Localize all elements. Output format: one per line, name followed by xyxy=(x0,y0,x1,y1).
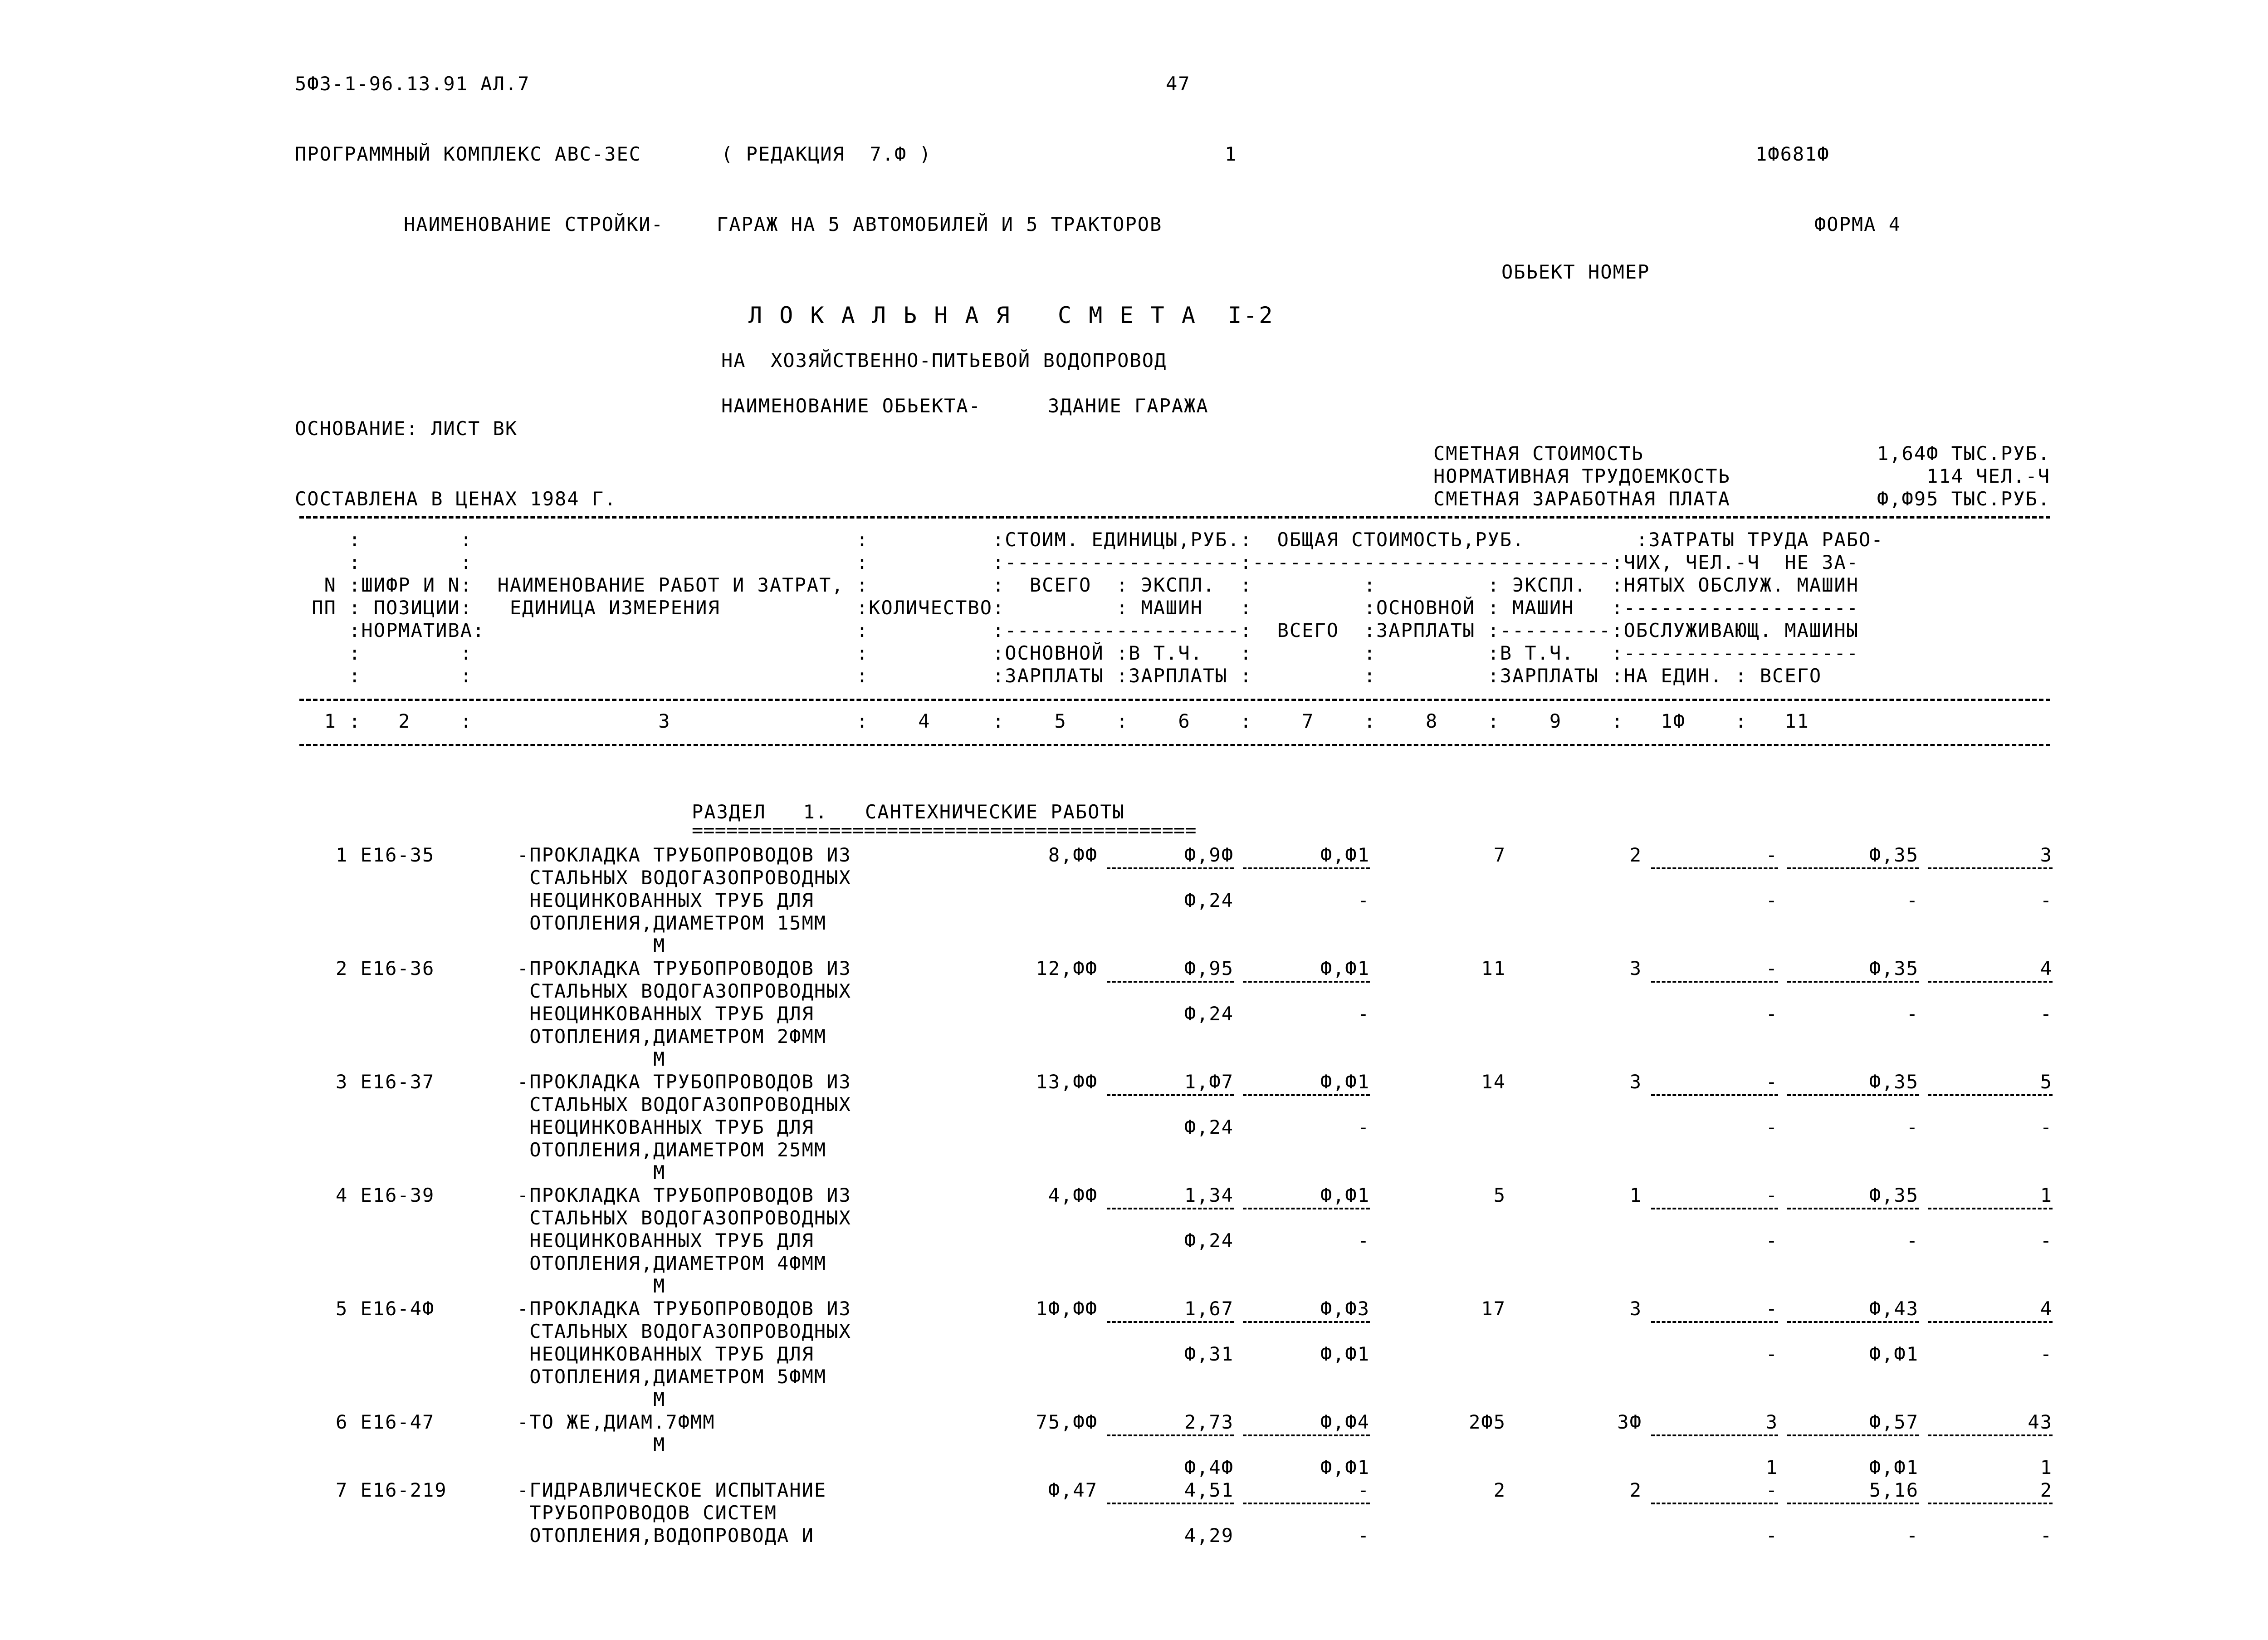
cell-separator xyxy=(1787,867,1919,869)
item-service-labor-unit: - xyxy=(1906,1229,1919,1252)
item-unit-wages: Ф,24 xyxy=(1184,1229,1234,1252)
item-description-line: ОТОПЛЕНИЯ,ВОДОПРОВОДА И xyxy=(517,1524,814,1547)
item-unit-wages: Ф,24 xyxy=(1184,1116,1234,1138)
item-description-line: НЕОЦИНКОВАННЫХ ТРУБ ДЛЯ xyxy=(517,1003,814,1025)
item-description-line: СТАЛЬНЫХ ВОДОГАЗОПРОВОДНЫХ xyxy=(517,867,851,889)
item-total-machines: - xyxy=(1765,1071,1778,1093)
item-unit-total: Ф,95 xyxy=(1184,957,1234,979)
document-title: Л О К А Л Ь Н А Я С М Е Т А I-2 xyxy=(748,302,1275,328)
item-service-labor-unit: Ф,Ф1 xyxy=(1869,1343,1919,1365)
item-code: 6 Е16-47 xyxy=(336,1411,435,1433)
item-unit-machine-wages: Ф,Ф1 xyxy=(1320,1456,1370,1478)
item-description-line: М xyxy=(517,935,666,957)
cell-separator xyxy=(1651,1094,1778,1096)
summary-value-cost: 1,64Ф ТЫС.РУБ. xyxy=(1877,442,2050,465)
item-labor-total: 2 xyxy=(2040,1479,2053,1501)
item-total-machines: - xyxy=(1765,1479,1778,1501)
header-bottom-rule xyxy=(299,744,2050,746)
cell-separator xyxy=(1787,1321,1919,1323)
item-unit-machine-wages: Ф,Ф1 xyxy=(1320,1343,1370,1365)
item-quantity: 8,ФФ xyxy=(1048,844,1098,866)
item-machine-wages: - xyxy=(1765,889,1778,911)
cell-separator xyxy=(1107,1208,1234,1209)
object-label: НАИМЕНОВАНИЕ ОБЬЕКТА- xyxy=(721,395,982,417)
item-labor-unit: Ф,35 xyxy=(1869,1184,1919,1206)
item-total-wages: 2 xyxy=(1629,1479,1642,1501)
item-total-machines: - xyxy=(1765,844,1778,866)
item-code: 2 Е16-36 xyxy=(336,957,435,979)
cell-separator xyxy=(1651,1321,1778,1323)
summary-label-cost: СМЕТНАЯ СТОИМОСТЬ xyxy=(1433,442,1644,465)
item-machine-wages: - xyxy=(1765,1524,1778,1547)
item-service-labor-total: - xyxy=(2040,1116,2053,1138)
item-unit-wages: Ф,4Ф xyxy=(1184,1456,1234,1478)
header-line: :НОРМАТИВА: : :-------------------: ВСЕГО :ЗАРПЛАТЫ :---------:ОБСЛУЖИВАЮЩ. МАШИНЫ xyxy=(299,619,1859,641)
object-name: ЗДАНИЕ ГАРАЖА xyxy=(1048,395,1209,417)
item-unit-total: 1,67 xyxy=(1184,1297,1234,1320)
price-basis: СОСТАВЛЕНА В ЦЕНАХ 1984 Г. xyxy=(295,488,617,510)
item-description-line: СТАЛЬНЫХ ВОДОГАЗОПРОВОДНЫХ xyxy=(517,980,851,1002)
item-description-line: -ТО ЖЕ,ДИАМ.7ФММ xyxy=(517,1411,715,1433)
item-description-line: ОТОПЛЕНИЯ,ДИАМЕТРОМ 5ФММ xyxy=(517,1366,827,1388)
cell-separator xyxy=(1651,981,1778,983)
item-labor-unit: Ф,35 xyxy=(1869,957,1919,979)
section-underline: ============================================ xyxy=(692,819,1197,841)
item-description-line: -ПРОКЛАДКА ТРУБОПРОВОДОВ ИЗ xyxy=(517,1071,851,1093)
basis: ОСНОВАНИЕ: ЛИСТ ВК xyxy=(295,417,518,440)
cell-separator xyxy=(1243,867,1370,869)
item-quantity: 1Ф,ФФ xyxy=(1036,1297,1098,1320)
item-description-line: ОТОПЛЕНИЯ,ДИАМЕТРОМ 25ММ xyxy=(517,1139,827,1161)
cell-separator xyxy=(1651,1434,1778,1436)
item-description-line: НЕОЦИНКОВАННЫХ ТРУБ ДЛЯ xyxy=(517,1116,814,1138)
item-machine-wages: - xyxy=(1765,1003,1778,1025)
item-unit-machine-wages: - xyxy=(1357,1524,1370,1547)
cell-separator xyxy=(1928,1321,2053,1323)
item-unit-total: 1,34 xyxy=(1184,1184,1234,1206)
item-labor-total: 43 xyxy=(2028,1411,2053,1433)
item-description-line: М xyxy=(517,1161,666,1184)
item-labor-total: 3 xyxy=(2040,844,2053,866)
item-total: 2Ф5 xyxy=(1469,1411,1506,1433)
cell-separator xyxy=(1243,1434,1370,1436)
item-machine-wages: - xyxy=(1765,1229,1778,1252)
item-service-labor-total: - xyxy=(2040,1524,2053,1547)
document-subtitle: НА ХОЗЯЙСТВЕННО-ПИТЬЕВОЙ ВОДОПРОВОД xyxy=(721,349,1167,372)
cell-separator xyxy=(1928,1208,2053,1209)
item-unit-machines: - xyxy=(1357,1479,1370,1501)
item-unit-machines: Ф,Ф1 xyxy=(1320,1071,1370,1093)
cell-separator xyxy=(1928,1094,2053,1096)
cell-separator xyxy=(1651,867,1778,869)
cell-separator xyxy=(1243,1503,1370,1504)
item-description-line: М xyxy=(517,1048,666,1070)
item-unit-machine-wages: - xyxy=(1357,889,1370,911)
item-unit-total: 4,51 xyxy=(1184,1479,1234,1501)
cell-separator xyxy=(1107,1503,1234,1504)
cell-separator xyxy=(1243,1321,1370,1323)
item-labor-unit: Ф,35 xyxy=(1869,1071,1919,1093)
item-description-line: М xyxy=(517,1434,666,1456)
cell-separator xyxy=(1787,981,1919,983)
item-description-line: М xyxy=(517,1388,666,1410)
header-line: : : : :СТОИМ. ЕДИНИЦЫ,РУБ.: ОБЩАЯ СТОИМОСТЬ,РУБ. :ЗАТРАТЫ ТРУДА РАБО- xyxy=(299,529,1884,551)
item-unit-machines: Ф,Ф1 xyxy=(1320,844,1370,866)
item-service-labor-unit: - xyxy=(1906,1524,1919,1547)
header-line: : : : :-------------------:-----------------------------:ЧИХ, ЧЕЛ.-Ч НЕ ЗА- xyxy=(299,551,1859,573)
summary-value-wage: Ф,Ф95 ТЫС.РУБ. xyxy=(1877,488,2050,510)
header-line: ПП : ПОЗИЦИИ: ЕДИНИЦА ИЗМЕРЕНИЯ :КОЛИЧЕСТВО: : МАШИН : :ОСНОВНОЙ : МАШИН :------------------- xyxy=(299,597,1859,619)
cell-separator xyxy=(1928,1503,2053,1504)
item-unit-machines: Ф,Ф1 xyxy=(1320,957,1370,979)
item-description-line: ОТОПЛЕНИЯ,ДИАМЕТРОМ 15ММ xyxy=(517,912,827,934)
item-total: 17 xyxy=(1481,1297,1506,1320)
item-service-labor-total: - xyxy=(2040,1003,2053,1025)
item-labor-unit: Ф,35 xyxy=(1869,844,1919,866)
header-line: N :ШИФР И N: НАИМЕНОВАНИЕ РАБОТ И ЗАТРАТ, : : ВСЕГО : ЭКСПЛ. : : : ЭКСПЛ. :НЯТЫХ ОБСЛУЖ. МАШИН xyxy=(299,574,1859,596)
item-quantity: 4,ФФ xyxy=(1048,1184,1098,1206)
item-unit-machines: Ф,Ф1 xyxy=(1320,1184,1370,1206)
cell-separator xyxy=(1107,1321,1234,1323)
item-machine-wages: 1 xyxy=(1765,1456,1778,1478)
construction-name: ГАРАЖ НА 5 АВТОМОБИЛЕЙ И 5 ТРАКТОРОВ xyxy=(717,213,1163,235)
item-code: 3 Е16-37 xyxy=(336,1071,435,1093)
item-description-line: НЕОЦИНКОВАННЫХ ТРУБ ДЛЯ xyxy=(517,1343,814,1365)
item-quantity: 12,ФФ xyxy=(1036,957,1098,979)
header-mid-rule xyxy=(299,699,2050,701)
cell-separator xyxy=(1787,1208,1919,1209)
item-total: 5 xyxy=(1493,1184,1506,1206)
item-unit-total: 2,73 xyxy=(1184,1411,1234,1433)
cell-separator xyxy=(1928,981,2053,983)
item-quantity: 13,ФФ xyxy=(1036,1071,1098,1093)
item-labor-unit: 5,16 xyxy=(1869,1479,1919,1501)
item-quantity: Ф,47 xyxy=(1048,1479,1098,1501)
summary-label-labor: НОРМАТИВНАЯ ТРУДОЕМКОСТЬ xyxy=(1433,465,1730,487)
page-number: 47 xyxy=(1166,73,1191,95)
header-line: : : : :ОСНОВНОЙ :В Т.Ч. : : :В Т.Ч. :------------------- xyxy=(299,642,1859,664)
item-service-labor-unit: - xyxy=(1906,1003,1919,1025)
item-unit-wages: 4,29 xyxy=(1184,1524,1234,1547)
item-service-labor-total: 1 xyxy=(2040,1456,2053,1478)
item-description-line: СТАЛЬНЫХ ВОДОГАЗОПРОВОДНЫХ xyxy=(517,1093,851,1116)
item-unit-wages: Ф,24 xyxy=(1184,889,1234,911)
item-quantity: 75,ФФ xyxy=(1036,1411,1098,1433)
item-unit-machines: Ф,Ф3 xyxy=(1320,1297,1370,1320)
cell-separator xyxy=(1107,1094,1234,1096)
cell-separator xyxy=(1787,1434,1919,1436)
item-total-wages: 3Ф xyxy=(1617,1411,1642,1433)
item-total-wages: 2 xyxy=(1629,844,1642,866)
item-service-labor-unit: - xyxy=(1906,889,1919,911)
item-labor-unit: Ф,43 xyxy=(1869,1297,1919,1320)
item-description-line: М xyxy=(517,1275,666,1297)
item-unit-wages: Ф,31 xyxy=(1184,1343,1234,1365)
summary-label-wage: СМЕТНАЯ ЗАРАБОТНАЯ ПЛАТА xyxy=(1433,488,1730,510)
item-service-labor-total: - xyxy=(2040,889,2053,911)
item-description-line: НЕОЦИНКОВАННЫХ ТРУБ ДЛЯ xyxy=(517,1229,814,1252)
item-labor-total: 4 xyxy=(2040,957,2053,979)
item-total-wages: 3 xyxy=(1629,1297,1642,1320)
item-total-wages: 3 xyxy=(1629,957,1642,979)
item-service-labor-total: - xyxy=(2040,1343,2053,1365)
document-id: 1Ф681Ф xyxy=(1755,143,1830,165)
cell-separator xyxy=(1787,1503,1919,1504)
cell-separator xyxy=(1651,1503,1778,1504)
header-top-rule xyxy=(299,516,2050,519)
program-number: 1 xyxy=(1225,143,1237,165)
item-labor-unit: Ф,57 xyxy=(1869,1411,1919,1433)
item-total-machines: 3 xyxy=(1765,1411,1778,1433)
item-description-line: -ПРОКЛАДКА ТРУБОПРОВОДОВ ИЗ xyxy=(517,1184,851,1206)
item-code: 4 Е16-39 xyxy=(336,1184,435,1206)
program-name: ПРОГРАММНЫЙ КОМПЛЕКС АВС-3ЕС xyxy=(295,143,642,165)
cell-separator xyxy=(1243,981,1370,983)
item-description-line: ОТОПЛЕНИЯ,ДИАМЕТРОМ 2ФММ xyxy=(517,1025,827,1048)
form-label: ФОРМА 4 xyxy=(1814,213,1901,235)
item-description-line: СТАЛЬНЫХ ВОДОГАЗОПРОВОДНЫХ xyxy=(517,1320,851,1342)
item-labor-total: 1 xyxy=(2040,1184,2053,1206)
item-total: 2 xyxy=(1493,1479,1506,1501)
item-unit-total: 1,Ф7 xyxy=(1184,1071,1234,1093)
item-unit-machine-wages: - xyxy=(1357,1003,1370,1025)
item-description-line: -ПРОКЛАДКА ТРУБОПРОВОДОВ ИЗ xyxy=(517,844,851,866)
item-code: 5 Е16-4Ф xyxy=(336,1297,435,1320)
cell-separator xyxy=(1243,1094,1370,1096)
item-machine-wages: - xyxy=(1765,1343,1778,1365)
object-number: ОБЬЕКТ НОМЕР xyxy=(1501,261,1650,283)
item-total: 7 xyxy=(1493,844,1506,866)
item-description-line: НЕОЦИНКОВАННЫХ ТРУБ ДЛЯ xyxy=(517,889,814,911)
item-unit-wages: Ф,24 xyxy=(1184,1003,1234,1025)
item-description-line: СТАЛЬНЫХ ВОДОГАЗОПРОВОДНЫХ xyxy=(517,1207,851,1229)
cell-separator xyxy=(1107,867,1234,869)
cell-separator xyxy=(1107,1434,1234,1436)
item-total: 14 xyxy=(1481,1071,1506,1093)
item-total-machines: - xyxy=(1765,957,1778,979)
summary-value-labor: 114 ЧЕЛ.-Ч xyxy=(1926,465,2050,487)
item-description-line: -ГИДРАВЛИЧЕСКОЕ ИСПЫТАНИЕ xyxy=(517,1479,827,1501)
cell-separator xyxy=(1243,1208,1370,1209)
item-service-labor-unit: Ф,Ф1 xyxy=(1869,1456,1919,1478)
document-code: 5Ф3-1-96.13.91 АЛ.7 xyxy=(295,73,530,95)
cell-separator xyxy=(1928,1434,2053,1436)
header-line: : : : :ЗАРПЛАТЫ :ЗАРПЛАТЫ : : :ЗАРПЛАТЫ :НА ЕДИН. : ВСЕГО xyxy=(299,665,1822,687)
item-description-line: -ПРОКЛАДКА ТРУБОПРОВОДОВ ИЗ xyxy=(517,1297,851,1320)
item-description-line: -ПРОКЛАДКА ТРУБОПРОВОДОВ ИЗ xyxy=(517,957,851,979)
item-description-line: ТРУБОПРОВОДОВ СИСТЕМ xyxy=(517,1502,777,1524)
item-service-labor-unit: - xyxy=(1906,1116,1919,1138)
cell-separator xyxy=(1651,1208,1778,1209)
item-description-line: ОТОПЛЕНИЯ,ДИАМЕТРОМ 4ФММ xyxy=(517,1252,827,1274)
item-unit-total: Ф,9Ф xyxy=(1184,844,1234,866)
item-total-wages: 3 xyxy=(1629,1071,1642,1093)
item-code: 1 Е16-35 xyxy=(336,844,435,866)
item-total-wages: 1 xyxy=(1629,1184,1642,1206)
item-total-machines: - xyxy=(1765,1184,1778,1206)
item-unit-machine-wages: - xyxy=(1357,1116,1370,1138)
construction-label: НАИМЕНОВАНИЕ СТРОЙКИ- xyxy=(404,213,664,235)
item-unit-machines: Ф,Ф4 xyxy=(1320,1411,1370,1433)
section-title: РАЗДЕЛ 1. САНТЕХНИЧЕСКИЕ РАБОТЫ xyxy=(692,801,1125,823)
item-machine-wages: - xyxy=(1765,1116,1778,1138)
program-edition: ( РЕДАКЦИЯ 7.Ф ) xyxy=(721,143,932,165)
item-total: 11 xyxy=(1481,957,1506,979)
cell-separator xyxy=(1787,1094,1919,1096)
cell-separator xyxy=(1928,867,2053,869)
cell-separator xyxy=(1107,981,1234,983)
item-unit-machine-wages: - xyxy=(1357,1229,1370,1252)
item-total-machines: - xyxy=(1765,1297,1778,1320)
item-labor-total: 5 xyxy=(2040,1071,2053,1093)
item-labor-total: 4 xyxy=(2040,1297,2053,1320)
item-service-labor-total: - xyxy=(2040,1229,2053,1252)
column-numbers: 1 : 2 : 3 : 4 : 5 : 6 : 7 : 8 : 9 : 1Ф : 11 xyxy=(299,710,1809,732)
item-code: 7 Е16-219 xyxy=(336,1479,447,1501)
